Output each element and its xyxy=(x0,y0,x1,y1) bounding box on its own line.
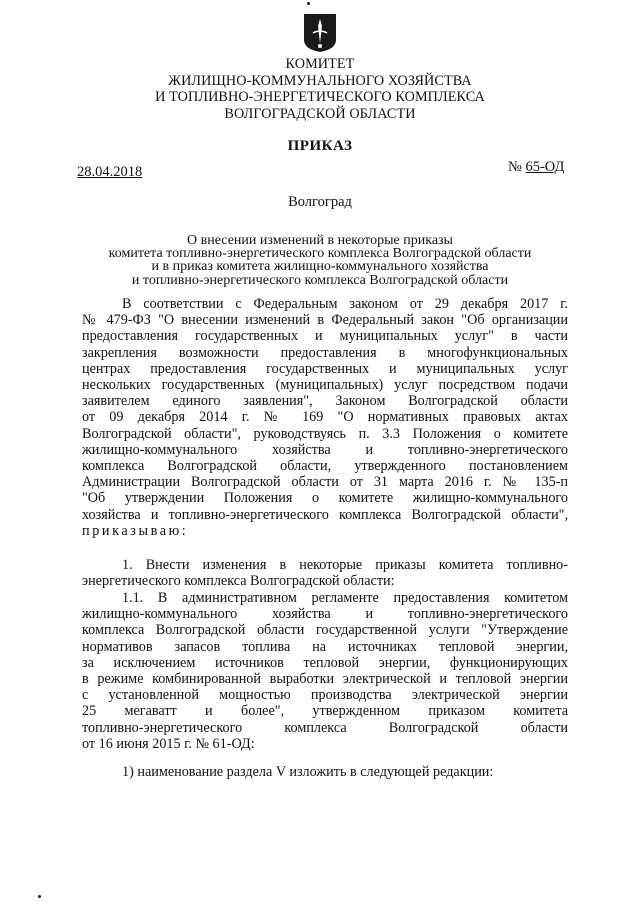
item-1-1-line: жилищно-коммунального хозяйства и топливно-энергетического xyxy=(82,606,568,623)
preamble-line: хозяйства и топливно-энергетического комплекса Волгоградской области", xyxy=(82,506,568,523)
preamble-line: закрепления возможности предоставления в многофункциональных xyxy=(82,344,568,361)
item-1-line: 1. Внести изменения в некоторые приказы комитета топливно- xyxy=(122,557,568,573)
item-1-sub-1-line: 1) наименование раздела V изложить в следующей редакции: xyxy=(122,764,494,780)
item-1-1-line: топливно-энергетического комплекса Волгоградской области xyxy=(82,719,568,736)
number-sign: № xyxy=(508,159,522,175)
item-1-1-line: за исключением источников тепловой энергии, функционирующих xyxy=(82,654,568,671)
document-number xyxy=(508,159,564,176)
item-1-1-line: нормативов запасов топлива на источниках тепловой энергии, xyxy=(82,638,568,655)
preamble-line: предоставления государственных и муниципальных услуг" в части xyxy=(82,328,568,345)
document-type: ПРИКАЗ xyxy=(287,138,353,154)
number-value: 65-ОД xyxy=(525,159,565,175)
preamble-line: комплекса Волгоградской области, утвержденного постановлением xyxy=(82,458,568,475)
preamble-line: Администрации Волгоградской области от 31 марта 2016 г. № 135-п xyxy=(82,474,568,491)
organization-name xyxy=(0,56,640,122)
item-1-1-line: с установленной мощностью производства электрической энергии xyxy=(82,687,568,704)
scan-speck xyxy=(307,2,310,5)
item-1-line: энергетического комплекса Волгоградской области: xyxy=(82,573,395,590)
subject-line: и в приказ комитета жилищно-коммунального хозяйства xyxy=(151,259,489,275)
subject-line: комитета топливно-энергетического комплекса Волгоградской области xyxy=(108,246,532,262)
org-line: ВОЛГОГРАДСКОЙ ОБЛАСТИ xyxy=(224,105,416,122)
preamble-line: жилищно-коммунального хозяйства и топливно-энергетического xyxy=(82,441,568,458)
item-1-1-line: комплекса Волгоградской области государственной услуги "Утверждение xyxy=(82,622,568,639)
item-1-1 xyxy=(82,590,568,752)
org-line: ЖИЛИЩНО-КОММУНАЛЬНОГО ХОЗЯЙСТВА xyxy=(168,72,472,89)
item-1-sub-1 xyxy=(82,764,568,780)
item-1 xyxy=(82,557,568,589)
scan-speck xyxy=(38,895,41,898)
org-line: И ТОПЛИВНО-ЭНЕРГЕТИЧЕСКОГО КОМПЛЕКСА xyxy=(155,89,485,105)
document-subject xyxy=(0,234,640,287)
item-1-1-line: в режиме комбинированной выработки электрической и тепловой энергии xyxy=(82,671,568,688)
preamble xyxy=(82,296,568,539)
subject-line: О внесении изменений в некоторые приказы xyxy=(187,233,453,248)
item-1-1-line: от 16 июня 2015 г. № 61-ОД: xyxy=(82,735,255,752)
preamble-line: № 479-ФЗ "О внесении изменений в Федеральный закон "Об организации xyxy=(82,312,568,329)
preamble-line: центрах предоставления государственных и муниципальных услуг xyxy=(82,360,568,377)
preamble-line: заявителем единого заявления", Законом Волгоградской области xyxy=(82,393,568,410)
document-city: Волгоград xyxy=(288,194,352,210)
preamble-line: В соответствии с Федеральным законом от 29 декабря 2017 г. xyxy=(122,296,568,312)
preamble-line: Волгоградской области", руководствуясь п. 3.3 Положения о комитете xyxy=(82,425,568,442)
preamble-line: нескольких государственных (муниципальных) услуг посредством подачи xyxy=(82,377,568,394)
item-1-1-line: 25 мегаватт и более", утвержденном приказом комитета xyxy=(82,703,568,720)
subject-line: и топливно-энергетического комплекса Волгоградской области xyxy=(131,272,509,288)
coat-of-arms-icon xyxy=(303,13,337,53)
item-1-1-line: 1.1. В административном регламенте предоставления комитетом xyxy=(122,590,568,606)
preamble-line: от 09 декабря 2014 г. № 169 "О нормативных правовых актах xyxy=(82,409,568,426)
preamble-line: "Об утверждении Положения о комитете жилищно-коммунального xyxy=(82,490,568,507)
org-line: КОМИТЕТ xyxy=(285,56,355,72)
order-verb: приказываю: xyxy=(82,522,189,539)
document-date: 28.04.2018 xyxy=(77,164,143,180)
